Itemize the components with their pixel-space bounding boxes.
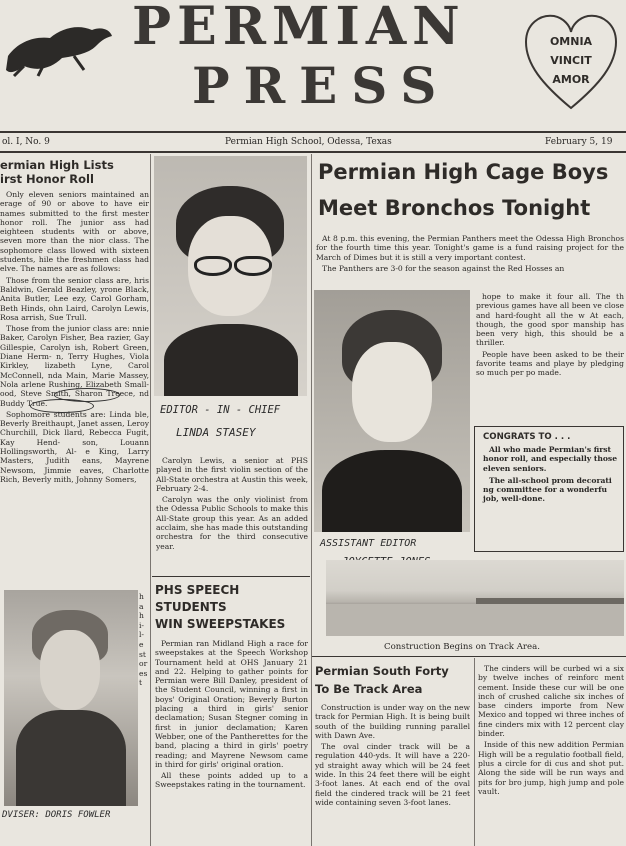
issue-date: February 5, 19 (545, 137, 613, 147)
speech-article (155, 582, 308, 844)
masthead-word-press: PRESS (192, 56, 451, 115)
divider (312, 656, 626, 657)
column-rule (474, 658, 475, 846)
congrats-title: CONGRATS TO . . . (483, 432, 571, 442)
congrats-item: The all-school prom decorati ng committee for a wonderfu job, well-done. (483, 475, 612, 504)
south-forty-headline: To Be Track Area (315, 682, 423, 696)
congrats-box (474, 426, 624, 552)
paragraph: Permian ran Midland High a race for sweepstakes at the Speech Workshop Tournament held at OHS January 21 and 22. Helping to gather points for Permian were Bill Danley, president of the Student Council, winning a first in boys' Original Oration; Beverly Burton placing a third in girls' senior declamation; Susan Stegner coming in first in junior declamation; Karen Webber, one of the Pantherettes for the band, placing a third in girls' poetry reading; and Mayrene Newsom came in third for girls' original oration. (155, 639, 308, 769)
advisor-photo (4, 590, 138, 806)
paragraph: Inside of this new addition Permian High will be a regulatio football field, plus a circle for di cus and shot put. Along the side will be run ways and pits for bro jump, high jump and pole vault. (478, 740, 624, 796)
speech-headline: PHS SPEECH STUDENTS (155, 583, 240, 614)
honor-roll-headline: irst Honor Roll (0, 172, 94, 186)
paragraph: Sophomore students are: Linda ble, Beverly Breithaupt, Janet assen, Leroy Churchill, Dick llard, Rebecca Fugit, Kay Hend- son, Louann Hollingsworth, Al- e King, Larry Masters, Judith eans, Mayrene Newsom, Jimmie eaves, Charlotte Rich, Beverly mith, Johnny Somers, (0, 409, 149, 484)
paragraph: The Panthers are 3-0 for the season against the Red Hosses an (322, 263, 565, 273)
paragraph: hope to make it four all. The th previous games have all been ve close and hard-fought all the w At each, though, the good spor manship has been very high, this should be a thriller. (476, 292, 624, 348)
masthead-word-permian: PERMIAN (132, 0, 466, 57)
panther-icon (4, 16, 116, 78)
congrats-item: All who made Permian's first honor roll, and especially those eleven seniors. (483, 445, 618, 473)
cage-headline: Permian High Cage Boys (318, 160, 609, 184)
divider (152, 576, 310, 577)
ink-circle (30, 399, 94, 413)
motto-line: VINCIT (550, 54, 592, 67)
editor-caption-title: EDITOR - IN - CHIEF (160, 404, 281, 416)
paragraph: Carolyn was the only violinist from the Odessa Public Schools to make this All-State group this year. As an added acclaim, she has made this outstanding orchestra for the third consecutive year. (156, 495, 308, 551)
paragraph: Carolyn Lewis, a senior at PHS played in the first violin section of the All-State orchestra at Austin this week, February 2-4. (156, 456, 308, 493)
paragraph: People have been asked to be their favorite teams and playe by pledging so much per po made. (476, 349, 624, 378)
south-forty-article-continued (478, 664, 624, 844)
school-name: Permian High School, Odessa, Texas (225, 137, 392, 147)
photo-caption: Construction Begins on Track Area. (384, 642, 540, 652)
column-rule (150, 154, 151, 846)
cage-article-lead (316, 234, 624, 288)
paragraph: All these points added up to a Sweepstakes rating in the tournament. (155, 771, 308, 790)
divider (0, 151, 626, 153)
assistant-editor-photo (314, 290, 470, 532)
editor-caption-name: LINDA STASEY (176, 426, 256, 439)
volume-number: ol. I, No. 9 (2, 137, 50, 147)
paragraph: Construction is under way on the new track for Permian High. It is being built south of the building running parallel with Dawn Ave. (315, 703, 470, 740)
column-rule (311, 154, 312, 846)
honor-roll-article (0, 158, 149, 588)
paragraph: Those from the junior class are: nnie Baker, Carolyn Fisher, Bea razier, Gay Gillespie, Carolyn ish, Robert Green, Diane Herm- n, Terry Hughes, Viola Kirkley, lizabeth Lyne, Carol McConnell, nda Main, Marie Massey, Nola arlene Rushing, Elizabeth Small- ood, Steve Smith, Sharon Treece, nd Buddy True. (0, 324, 149, 408)
paragraph: The cinders will be curbed wi a six by twelve inches of reinforc ment cement. Inside these cur will be one inch of crushed caliche six inches of base cinders importe from New Mexico and topped wi three inches of fine cinders mix with 12 percent clay binder. (478, 664, 624, 739)
paragraph: At 8 p.m. this evening, the Permian Panthers meet the Odessa High Bronchos for the fourth time this year. Tonight's game is a fund raising project for the March of Dimes but it is still a very important contest. (316, 234, 624, 262)
cut-text-fragments: h a h i- l- e st or es t (139, 592, 148, 688)
speech-headline: WIN SWEEPSTAKES (155, 617, 286, 631)
motto-line: OMNIA (549, 35, 593, 48)
cage-article-continued (476, 292, 624, 420)
paragraph: The oval cinder track will be a regulation 440-yds. It will have a 220-yd straight away which will be 24 feet wide. In this 24 feet there will be eight 3-foot lanes. At each end of the oval field the cindered track will be 21 feet wide containing seven 3-foot lanes. (315, 742, 470, 807)
editor-photo (154, 156, 307, 396)
south-forty-article (315, 662, 470, 844)
advisor-caption: DVISER: DORIS FOWLER (2, 810, 111, 820)
paragraph: Those from the senior class are, hris Baldwin, Gerald Beazley, yrone Black, Anita Butler, Lee ezy, Carol Gorham, Beth Hinds, ohn Laird, Carolyn Lewis, Rosa arrish, Sue Trull. (0, 275, 149, 322)
violin-article (156, 456, 308, 572)
divider (0, 131, 626, 133)
motto-line: AMOR (552, 73, 590, 86)
cage-headline: Meet Bronchos Tonight (318, 196, 591, 220)
assistant-caption-title: ASSISTANT EDITOR (320, 538, 417, 549)
honor-roll-headline: ermian High Lists (0, 158, 114, 172)
paragraph: Only eleven seniors maintained an erage of 90 or above to have eir names submitted to the first mester honor roll. The junior ass had eighteen students with or above, seven more than the nior class. The sophomore class llowed with sixteen students, hile the freshmen class had elve. The names are as follows: (0, 190, 149, 274)
motto-heart (522, 10, 620, 112)
south-forty-headline: Permian South Forty (315, 664, 449, 678)
track-construction-photo (326, 560, 624, 636)
